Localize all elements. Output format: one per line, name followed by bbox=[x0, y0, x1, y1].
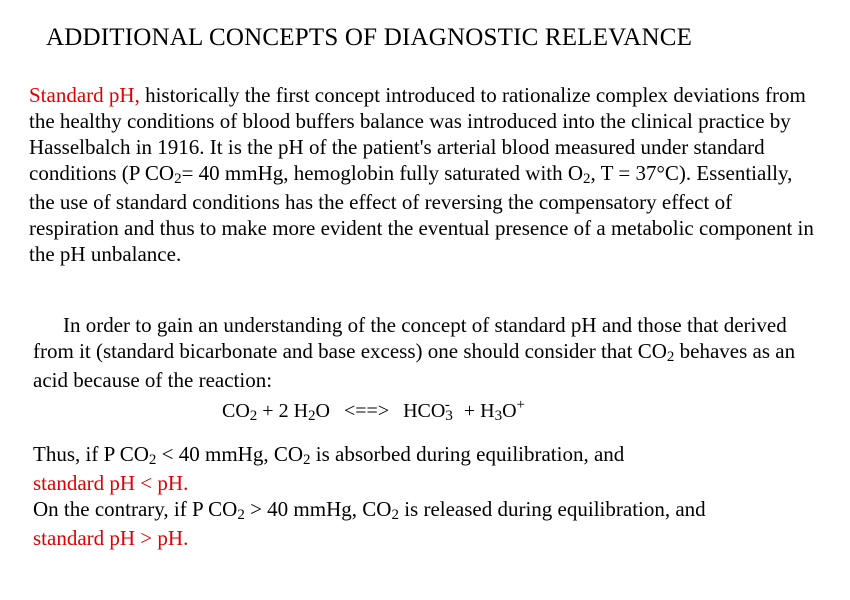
reaction-o2: O bbox=[502, 400, 517, 422]
para1-text-a: historically the first concept introduced to rationalize complex deviations from the healthy conditions of blood buffers balance was introduced into the clinical practice by Hasselbalch in 1916. It is the pH of the patient's arterial blood measured under standard conditions (P CO bbox=[29, 83, 806, 185]
line3-text-c: is released during equilibration, and bbox=[398, 497, 706, 521]
reaction-hco: HCO bbox=[403, 400, 446, 422]
line1-sub-1: 2 bbox=[148, 452, 157, 468]
understanding-paragraph bbox=[33, 312, 823, 393]
line1-text-a: Thus, if P CO bbox=[33, 442, 149, 466]
reaction-co-sub: 2 bbox=[249, 408, 258, 424]
page-title: ADDITIONAL CONCEPTS OF DIAGNOSTIC RELEVANCE bbox=[46, 24, 693, 51]
line3-sub-2: 2 bbox=[391, 507, 399, 523]
para1-text-b: = 40 mmHg, hemoglobin fully saturated with O bbox=[181, 161, 584, 185]
para2-text-a: In order to gain an understanding of the concept of standard pH and those that derived from it (standard bicarbonate and base excess) one should consider that CO bbox=[33, 313, 787, 363]
reaction-o: O bbox=[315, 400, 330, 422]
equilibration-line-3 bbox=[33, 496, 833, 525]
line3-text-b: > 40 mmHg, CO bbox=[244, 497, 392, 521]
line3-text-a: On the contrary, if P CO bbox=[33, 497, 238, 521]
equilibration-paragraph bbox=[33, 441, 833, 551]
line1-sub-2: 2 bbox=[303, 452, 311, 468]
reaction-hco-sup: - bbox=[444, 397, 450, 413]
standard-ph-paragraph bbox=[29, 82, 819, 267]
reaction-o-sup: + bbox=[516, 397, 525, 413]
line3-sub-1: 2 bbox=[237, 507, 245, 523]
para2-text-b: behaves as an acid because of the reaction: bbox=[33, 339, 796, 392]
equilibration-line-4: standard pH > pH. bbox=[33, 526, 189, 550]
para1-text-c: , T = 37°C). Essentially, the use of standard conditions has the effect of reversing the compensatory effect of respiration and thus to make more evident the eventual presence of a metabolic component in the pH unbalance. bbox=[29, 161, 814, 266]
reaction-co: CO bbox=[222, 400, 250, 422]
para1-subscript-a: 2 bbox=[174, 171, 182, 187]
reaction-plus-water: + 2 H bbox=[257, 400, 309, 422]
reaction-h3-sub: 3 bbox=[494, 408, 503, 424]
reaction-plus-h3o: + H bbox=[463, 400, 495, 422]
reaction-h-sub: 2 bbox=[308, 408, 316, 424]
reaction-arrow: <==> bbox=[343, 400, 390, 422]
para2-subscript: 2 bbox=[666, 349, 675, 365]
equilibration-line-2: standard pH < pH. bbox=[33, 471, 189, 495]
line1-text-b: < 40 mmHg, CO bbox=[156, 442, 304, 466]
standard-ph-term: Standard pH, bbox=[29, 83, 140, 107]
para1-subscript-b: 2 bbox=[583, 171, 591, 187]
equilibration-line-1 bbox=[33, 441, 833, 470]
reaction-hco-sub: 3 bbox=[445, 408, 453, 424]
line1-text-c: is absorbed during equilibration, and bbox=[310, 442, 625, 466]
chemical-reaction bbox=[222, 397, 525, 424]
